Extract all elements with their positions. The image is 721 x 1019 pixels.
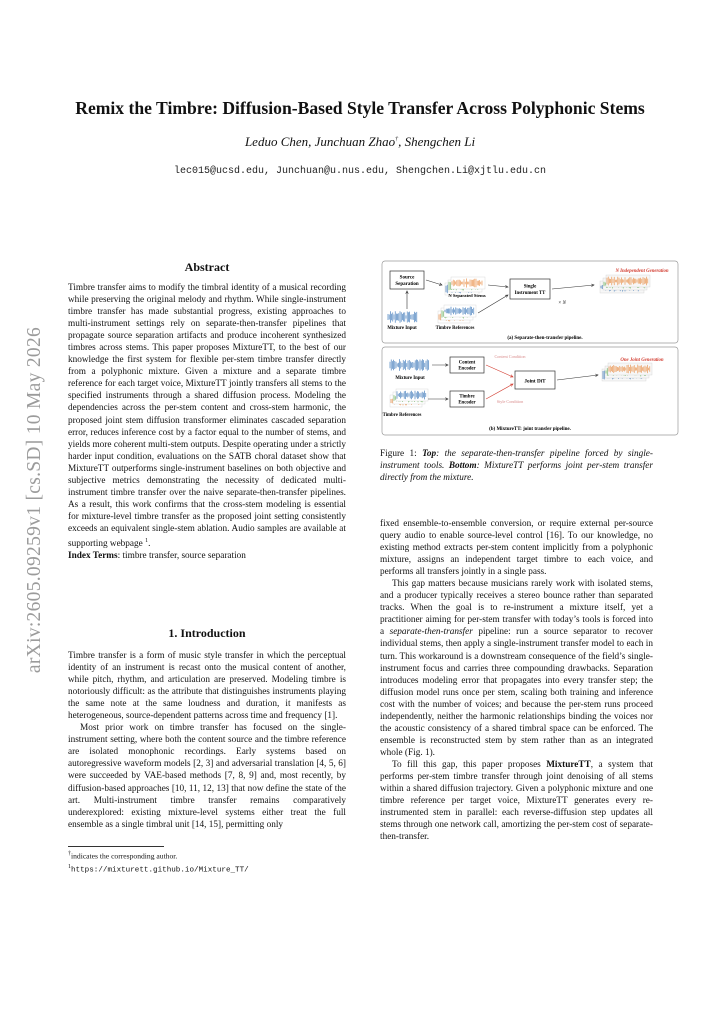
timbre-references-a xyxy=(438,305,476,323)
footnote-1-text: indicates the corresponding author. xyxy=(71,851,178,861)
footnote-2 xyxy=(68,862,346,876)
mixture-wave-a xyxy=(388,311,417,323)
abstract-text: Timbre transfer aims to modify the timbral identity of a musical recording while preserving the original melody and rhythm. While single-instrument timbre transfer has made substantial progress, existing approaches to multi-instrument settings rely on separate-then-transfer pipelines that propagate source separation artifacts and produce incoherent synthesized timbres across stems. This paper proposes MixtureTT, to the best of our knowledge the first system for flexible per-stem timbre transfer directly from a polyphonic mixture. Given a mixture and a separate timbre reference for each target voice, MixtureTT jointly transfers all stems to the specified instruments through a shared diffusion process. Modeling the dependencies across the per-stem content and cross-stem harmonic, the proposed joint stem diffusion transformer eliminates cascaded separation error, reduces inference cost by a factor equal to the number of stems, and yields more coherent multi-stem outputs. Despite operating under a strictly harder input condition, evaluations on the SATB choral dataset show that MixtureTT outperforms single-instrument baselines on both objective and subjective metrics demonstrating the necessity of dedicated multi-instrument timbre transfer over the naive separate-then-transfer pipelines. As a result, this work confirms that the cross-stem modeling is essential for mixture-level timbre transfer as the proposed joint setting consistently exceeds an equivalent single-stem ablation. Audio samples are available at supporting webpage xyxy=(68,283,346,550)
abstract-heading: Abstract xyxy=(184,260,230,274)
footnote-1-mark: † xyxy=(68,851,71,857)
subcaption-b: (b) MixtureTT: joint transfer pipeline. xyxy=(489,427,571,432)
figure-1-caption xyxy=(380,448,653,484)
arrow-stems-to-tt xyxy=(488,285,508,288)
footnote-1 xyxy=(68,849,346,862)
paper-title: Remix the Timbre: Diffusion-Based Style Transfer Across Polyphonic Stems xyxy=(75,98,645,118)
joint-dit-label: Joint DiT xyxy=(524,378,546,385)
mixture-waveform-b xyxy=(390,359,428,371)
index-terms-label: Index Terms xyxy=(68,551,118,562)
subcaption-a: (a) Separate-then-transfer pipeline. xyxy=(507,336,583,341)
right-paragraph-3-a: To fill this gap, this paper proposes xyxy=(392,759,541,770)
caption-text-2: : MixtureTT performs joint per-stem transfer directly from the mixture. xyxy=(380,461,654,484)
source-separation-label-2: Separation xyxy=(395,282,419,287)
arxiv-stamp xyxy=(22,290,48,710)
output-wave-b-frame xyxy=(608,363,652,375)
arrow-timbre-to-dit xyxy=(486,384,513,399)
single-tt-label-1: Single xyxy=(523,284,537,290)
independent-outputs xyxy=(600,275,650,293)
intro-heading: 1. Introduction xyxy=(168,626,246,640)
figure-1 xyxy=(380,259,680,439)
timbre-references-b xyxy=(390,389,428,407)
source-separation-label-1: Source xyxy=(399,275,415,281)
panel-a-arrows xyxy=(406,280,594,313)
mixture-wave-b xyxy=(390,359,428,371)
footnote-ref[interactable]: 1 xyxy=(145,537,149,544)
single-tt-label-2: Instrument TT xyxy=(514,291,546,296)
intro-paragraph-2: Most prior work on timbre transfer has focused on the single-instrument setting, where both the content source and the timbre reference are isolated monophonic recordings. Early systems based on autoregressive waveform models [2, 3] and adversarial translation [4, 5, 6] were succeeded by VAE-based methods [7, 8, 9] and, most recently, by diffusion-based approaches [10, 11, 12, 13] that now define the state of the art. Multi-instrument timbre transfer remains comparatively underexplored: existing mixture-level systems either treat the full ensemble as a single timbral unit [14, 15], permitting only xyxy=(68,723,346,830)
abstract-end: . xyxy=(148,539,151,550)
footnote-2-url[interactable]: https://mixturett.github.io/Mixture_TT/ xyxy=(71,866,249,875)
content-condition-label: Content Condition xyxy=(494,354,526,359)
mixturett-bold: MixtureTT xyxy=(546,759,591,770)
arrow-mix-to-separation xyxy=(406,291,409,309)
timbre-references-label-a: Timbre References xyxy=(435,326,475,331)
mixture-waveform-a xyxy=(388,311,417,323)
caption-label: Figure 1: xyxy=(380,449,417,459)
footnotes xyxy=(68,849,346,875)
content-encoder-label-1: Content xyxy=(458,360,476,366)
right-paragraph-2-em: separate-then-transfer xyxy=(389,627,473,638)
caption-top: Top xyxy=(422,449,437,459)
footnote-rule xyxy=(68,846,164,847)
right-paragraph-2-b: pipeline: run a source separator to recover individual stems, then apply a single-instrument transfer model to each in turn. This workaround is a downstream consequence of the field’s single-instrument focus and carries three compounding drawbacks. Separation introduces modeling error that propagates into every transfer step; the diffusion model runs once per stem, scaling both training and inference cost with the number of voices; and because the per-stem runs proceed independently, neither the harmonic relationships binding the voices nor the acoustic consistency of a shared timbral space can be enforced. The ensemble is reconstructed stem by stem rather than as an integrated whole (Fig. 1). xyxy=(380,627,653,758)
abstract-body xyxy=(68,282,346,562)
separated-stems-label: N Separated Stems xyxy=(448,293,486,298)
index-terms: : timbre transfer, source separation xyxy=(117,551,246,562)
intro-body xyxy=(68,650,346,831)
caption-text-1: : the separate-then-transfer pipeline forced by single-instrument tools. xyxy=(380,449,653,472)
caption-bottom: Bottom xyxy=(448,461,477,472)
mixture-input-label-b: Mixture Input xyxy=(395,376,425,381)
authors: Leduo Chen, Junchuan Zhao xyxy=(244,134,396,149)
arrow-mix-to-content xyxy=(432,364,448,367)
author-last: , Shengchen Li xyxy=(398,134,476,149)
right-paragraph-3-b: , a system that performs per-stem timbre transfer through joint denoising of all stems within a shared diffusion trajectory. Given a polyphonic mixture and one timbre reference per target voice, MixtureTT generates every re-instrumented stem in parallel: each reverse-diffusion step updates all stems through one network call, amortizing the per-stem cost of separate-then-transfer. xyxy=(380,759,653,843)
right-paragraph-1: fixed ensemble-to-ensemble conversion, or require external per-source query audio to enable source-level control [16]. To our knowledge, no existing method extracts per-stem content implicitly from a polyphonic mixture, assigns an independent target timbre to each voice, and performs all transfers jointly in a single pass. xyxy=(380,519,653,578)
emails: lec015@ucsd.edu, Junchuan@u.nus.edu, Shengchen.Li@xjtlu.edu.cn xyxy=(173,166,547,177)
arrow-dit-to-outputs xyxy=(557,374,598,380)
arxiv-id: arXiv:2605.09259v1 [cs.SD] 10 May 2026 xyxy=(24,326,45,674)
independent-generation-label: N Independent Generation xyxy=(615,269,669,274)
right-paragraph-2 xyxy=(380,578,653,759)
mixture-input-label-a: Mixture Input xyxy=(387,326,417,331)
arrow-separation-to-stems xyxy=(426,280,442,285)
intro-paragraph-1: Timbre transfer is a form of music style transfer in which the perceptual identity of an instrument is recast onto the musical content of another, while pitch, rhythm, and articulation are preserved. Modeling timbre is notoriously difficult: as the attribute that distinguishes instruments playing the same note at the same loudness and duration, it manifests as heterogeneous, source-dependent patterns across time and frequency [1]. xyxy=(68,651,346,722)
timbre-references-label-b: Timbre References xyxy=(382,413,422,418)
arrow-content-to-dit xyxy=(486,365,513,377)
arrow-tt-to-outputs xyxy=(552,284,594,289)
timbre-encoder-label-1: Timbre xyxy=(459,394,475,400)
footnote-2-mark: 1 xyxy=(68,863,71,870)
right-column-body xyxy=(380,518,653,843)
timbre-encoder-label-2: Encoder xyxy=(458,400,476,406)
right-paragraph-3 xyxy=(380,759,653,843)
times-n-label: × N xyxy=(558,301,566,306)
figure-1-diagram xyxy=(380,259,680,439)
output-wave-a-frame xyxy=(606,275,650,287)
joint-outputs xyxy=(602,363,652,381)
content-encoder-label-2: Encoder xyxy=(458,366,476,372)
author-line xyxy=(60,134,660,150)
arrow-refs-to-timbre xyxy=(428,398,448,401)
dagger-mark: † xyxy=(395,136,399,143)
style-condition-label: Style Condition xyxy=(496,399,524,404)
joint-generation-label: One Joint Generation xyxy=(620,358,664,363)
right-paragraph-2-a: This gap matters because musicians rarely work with isolated stems, and a producer typically receives a stereo bounce rather than separated tracks. When the goal is to re-instrument a mixture itself, yet a practitioner aiming for per-stem transfer with today’s tools is forced into a xyxy=(380,579,653,638)
